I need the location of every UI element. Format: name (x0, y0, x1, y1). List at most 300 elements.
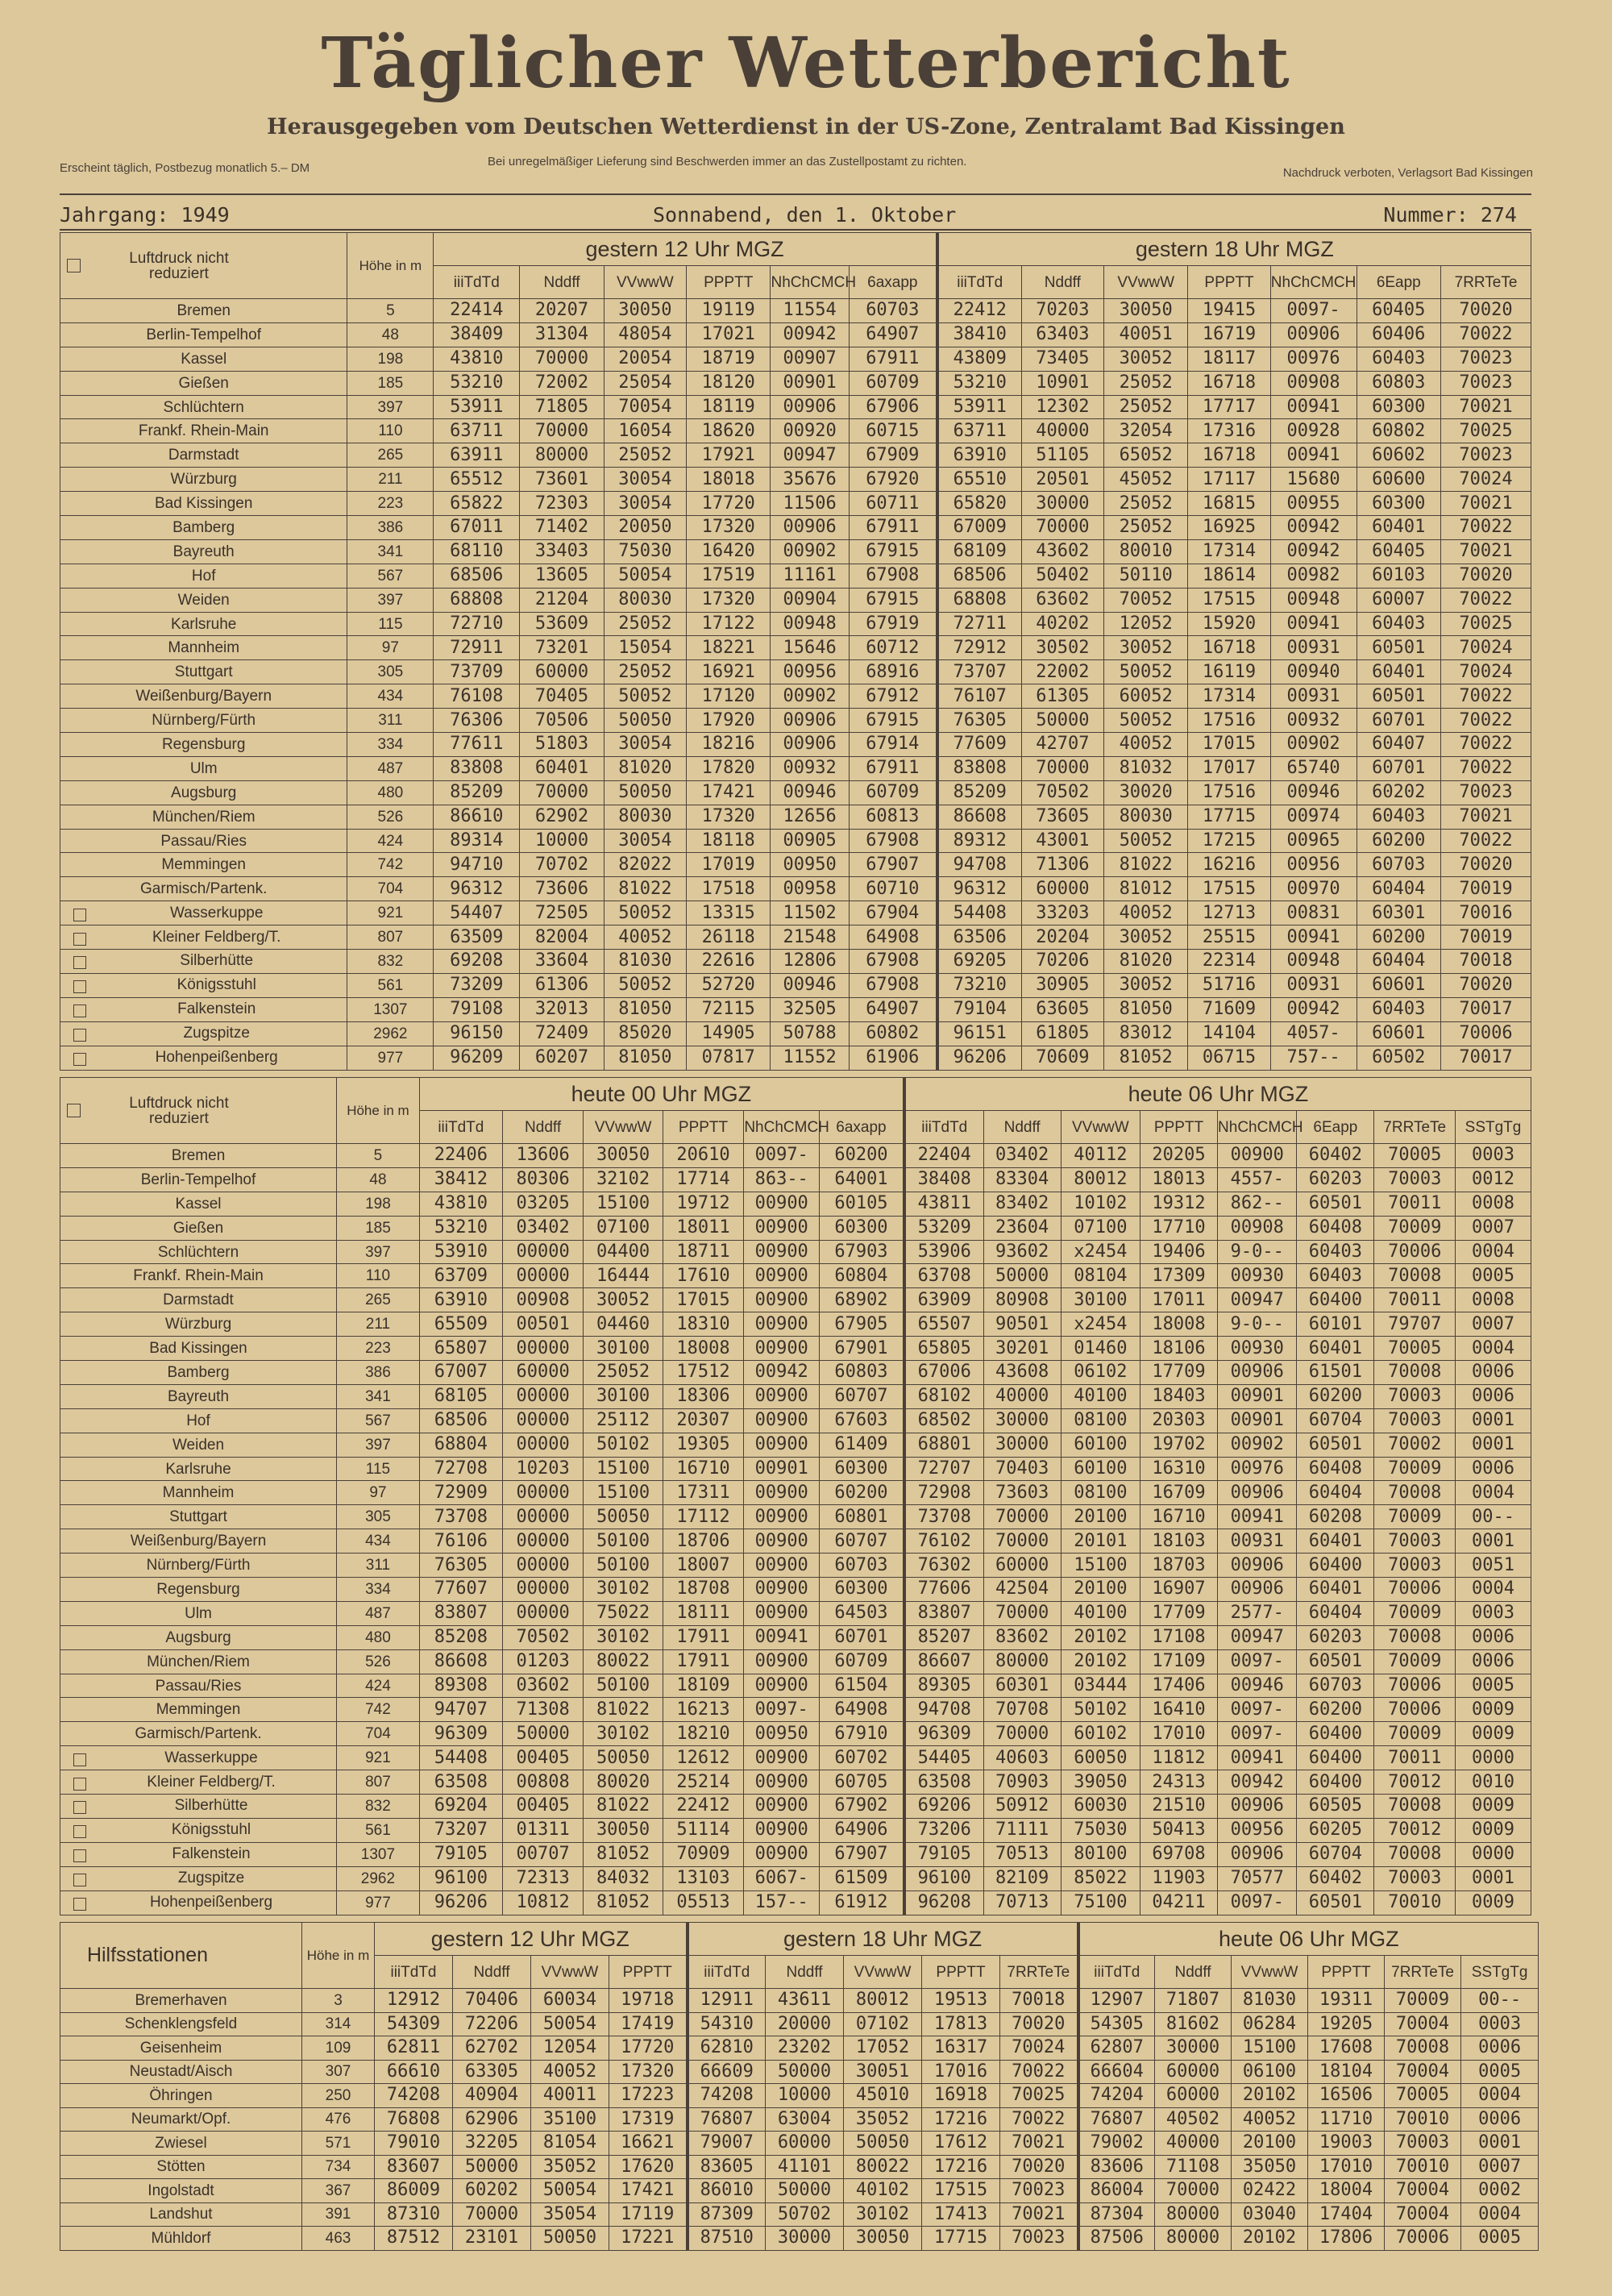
station-name-label: Kassel (175, 1195, 222, 1212)
observation-code: 12911 (688, 1989, 766, 2013)
observation-code: 00900 (744, 1312, 820, 1337)
observation-code: 70025 (1441, 612, 1531, 636)
observation-code: 0005 (1461, 2227, 1539, 2251)
observation-code: 20205 (1140, 1144, 1218, 1168)
observation-code: 18221 (686, 636, 771, 660)
observation-code: 00707 (502, 1842, 584, 1866)
observation-code: 50050 (584, 1505, 663, 1529)
observation-code: 70024 (1441, 468, 1531, 492)
observation-code: 85207 (904, 1625, 983, 1649)
observation-code: 0001 (1456, 1866, 1531, 1890)
observation-code: 30102 (584, 1625, 663, 1649)
station-name-label: Bad Kissingen (154, 495, 253, 513)
observation-code: 25052 (1103, 395, 1188, 419)
observation-code: 77607 (419, 1578, 502, 1602)
observation-code: 67920 (849, 468, 937, 492)
observation-code: 70011 (1374, 1288, 1456, 1312)
column-code-header: 7RRTeTe (1441, 266, 1531, 299)
observation-code: 54309 (375, 2012, 453, 2036)
station-name (60, 371, 347, 395)
observation-code: 00901 (1218, 1408, 1297, 1433)
observation-code: 00405 (502, 1795, 584, 1819)
observation-code: 16718 (1188, 443, 1270, 468)
observation-code: 20054 (604, 347, 686, 371)
observation-code: 50054 (531, 2012, 609, 2036)
observation-code: 73210 (937, 973, 1022, 997)
observation-code: 43810 (434, 347, 520, 371)
observation-code: 67911 (849, 516, 937, 540)
station-name (60, 516, 347, 540)
station-row (60, 877, 1531, 901)
observation-code: 20610 (663, 1144, 744, 1168)
observation-code: 68902 (820, 1288, 904, 1312)
station-height: 704 (347, 877, 434, 901)
observation-code: 83808 (434, 756, 520, 780)
observation-code: 72409 (520, 1021, 604, 1046)
observation-code: 13605 (520, 564, 604, 588)
observation-code: 50000 (766, 2060, 844, 2084)
station-row (60, 2084, 1539, 2108)
station-name-label: Bamberg (167, 1363, 230, 1381)
observation-code: 16918 (922, 2084, 1000, 2108)
observation-code: 63508 (904, 1770, 983, 1795)
station-name (60, 395, 347, 419)
station-name-label: Frankf. Rhein-Main (133, 1267, 264, 1285)
observation-code: 60034 (531, 1989, 609, 2013)
station-height: 367 (302, 2179, 375, 2203)
observation-code: 70206 (1021, 950, 1103, 974)
observation-code: 00000 (502, 1505, 584, 1529)
observation-code: 60601 (1356, 1021, 1441, 1046)
observation-code: 0004 (1461, 2084, 1539, 2108)
observation-code: 80000 (983, 1649, 1061, 1674)
observation-code: 70000 (983, 1505, 1061, 1529)
observation-code: 70708 (983, 1698, 1061, 1722)
observation-code: 61912 (820, 1890, 904, 1915)
station-name (60, 2132, 302, 2156)
observation-code: 60404 (1356, 950, 1441, 974)
station-name-label: Memmingen (156, 1701, 241, 1719)
station-name (60, 973, 347, 997)
observation-code: 35052 (844, 2107, 922, 2132)
station-name (60, 1529, 337, 1554)
observation-code: 50000 (983, 1264, 1061, 1288)
station-name (60, 780, 347, 805)
observation-code: 60208 (1297, 1505, 1374, 1529)
station-name-label: Karlsruhe (165, 1460, 231, 1478)
station-height: 211 (347, 468, 434, 492)
station-name-label: Frankf. Rhein-Main (138, 422, 269, 440)
observation-code: 68110 (434, 539, 520, 564)
observation-code: 70022 (1441, 322, 1531, 347)
observation-code: 70024 (1441, 660, 1531, 684)
station-row (60, 2227, 1539, 2251)
station-name (60, 1457, 337, 1481)
observation-code: 0008 (1456, 1192, 1531, 1216)
observation-code: 81030 (1232, 1989, 1308, 2013)
observation-code: 70005 (1374, 1144, 1456, 1168)
observation-code: 00950 (771, 853, 849, 877)
observation-code: 67603 (820, 1408, 904, 1433)
observation-code: 04400 (584, 1240, 663, 1264)
observation-code: 60701 (1356, 709, 1441, 733)
observation-code: x2454 (1061, 1312, 1140, 1337)
observation-code: 42707 (1021, 733, 1103, 757)
observation-code: 08100 (1061, 1408, 1140, 1433)
station-height: 341 (347, 539, 434, 564)
observation-code: 22406 (419, 1144, 502, 1168)
observation-code: 00904 (771, 588, 849, 612)
observation-code: 40052 (1232, 2107, 1308, 2132)
checkbox-icon (73, 980, 86, 993)
column-code-header: PPPTT (1308, 1956, 1385, 1989)
observation-code: 70020 (1441, 299, 1531, 323)
issue-date: Sonnabend, den 1. Oktober (653, 203, 957, 227)
observation-code: 00000 (502, 1578, 584, 1602)
station-height: 198 (347, 347, 434, 371)
station-row (60, 780, 1531, 805)
observation-code: 50788 (771, 1021, 849, 1046)
observation-code: 79007 (688, 2132, 766, 2156)
station-name (60, 1433, 337, 1457)
observation-code: 74208 (375, 2084, 453, 2108)
observation-code: 0006 (1456, 1361, 1531, 1385)
column-code-header: 6Eapp (1356, 266, 1441, 299)
observation-code: 72206 (453, 2012, 531, 2036)
station-name-label: Geisenheim (139, 2039, 222, 2057)
observation-code: 50912 (983, 1795, 1061, 1819)
observation-code: 08100 (1061, 1481, 1140, 1505)
station-name-label: Bayreuth (167, 1387, 230, 1405)
observation-code: 61306 (520, 973, 604, 997)
observation-code: 71308 (502, 1698, 584, 1722)
station-name-label: Regensburg (161, 735, 246, 753)
observation-code: 30050 (584, 1818, 663, 1842)
observation-code: 96312 (937, 877, 1022, 901)
observation-code: 17421 (686, 780, 771, 805)
station-row (60, 1144, 1531, 1168)
observation-code: 63711 (937, 419, 1022, 443)
observation-code: 20100 (1232, 2132, 1308, 2156)
observation-code: 80022 (844, 2155, 922, 2179)
station-name-label: Mühldorf (151, 2229, 211, 2247)
observation-code: 67910 (820, 1722, 904, 1746)
observation-code: 18109 (663, 1674, 744, 1698)
observation-code: 96150 (434, 1021, 520, 1046)
observation-code: 60601 (1356, 973, 1441, 997)
time-group-header: heute 06 Uhr MGZ (904, 1078, 1531, 1111)
column-code-header: 7RRTeTe (1385, 1956, 1461, 1989)
observation-code: 00965 (1270, 829, 1356, 853)
observation-code: 00942 (744, 1361, 820, 1385)
observation-code: 61906 (849, 1046, 937, 1070)
station-name-label: Augsburg (165, 1628, 231, 1646)
checkbox-icon (73, 1825, 86, 1838)
observation-code: 53910 (419, 1240, 502, 1264)
observation-code: 81052 (1103, 1046, 1188, 1070)
observation-code: 00947 (1218, 1288, 1297, 1312)
station-height: 1307 (337, 1842, 420, 1866)
station-height: 97 (347, 636, 434, 660)
station-name-label: Darmstadt (163, 1292, 234, 1309)
observation-code: 01460 (1061, 1337, 1140, 1361)
observation-code: 70021 (1441, 492, 1531, 516)
observation-code: 0009 (1456, 1698, 1531, 1722)
observation-code: 00900 (744, 1505, 820, 1529)
observation-code: 70003 (1385, 2132, 1461, 2156)
observation-code: 30000 (983, 1433, 1061, 1457)
observation-code: 00942 (1270, 997, 1356, 1021)
observation-code: 2577- (1218, 1601, 1297, 1625)
observation-code: 64908 (820, 1698, 904, 1722)
observation-code: 70903 (983, 1770, 1061, 1795)
observation-code: 70017 (1441, 1046, 1531, 1070)
observation-code: 73707 (937, 660, 1022, 684)
observation-code: 30054 (604, 829, 686, 853)
station-height: 2962 (337, 1866, 420, 1890)
column-code-header: NhChCMCH (1218, 1111, 1297, 1144)
observation-code: 70012 (1374, 1770, 1456, 1795)
station-row (60, 901, 1531, 925)
station-name (60, 1601, 337, 1625)
station-name-label: Königsstuhl (177, 976, 256, 994)
observation-code: 00946 (771, 780, 849, 805)
observation-code: 71609 (1188, 997, 1270, 1021)
observation-code: 67908 (849, 950, 937, 974)
observation-code: 67009 (937, 516, 1022, 540)
observation-code: 81020 (1103, 950, 1188, 974)
observation-code: 50050 (844, 2132, 922, 2156)
observation-code: 86004 (1078, 2179, 1155, 2203)
station-name (60, 2179, 302, 2203)
observation-code: 83012 (1103, 1021, 1188, 1046)
observation-code: 00906 (1218, 1842, 1297, 1866)
observation-code: 00948 (1270, 588, 1356, 612)
observation-code: 70002 (1374, 1433, 1456, 1457)
observation-code: 60404 (1356, 877, 1441, 901)
observation-code: 60501 (1356, 636, 1441, 660)
observation-code: 38412 (419, 1167, 502, 1192)
observation-code: 19415 (1188, 299, 1270, 323)
observation-code: 71306 (1021, 853, 1103, 877)
observation-code: 76305 (419, 1554, 502, 1578)
observation-code: 0006 (1456, 1649, 1531, 1674)
observation-code: 53210 (434, 371, 520, 395)
station-height: 5 (337, 1144, 420, 1168)
observation-code: 70023 (1441, 780, 1531, 805)
observation-code: 79105 (419, 1842, 502, 1866)
station-name-label: Karlsruhe (171, 615, 237, 633)
observation-code: 00948 (1270, 950, 1356, 974)
observation-code: 60501 (1297, 1192, 1374, 1216)
observation-code: 50052 (604, 684, 686, 709)
observation-code: 70012 (1374, 1818, 1456, 1842)
column-code-header: VVwwW (584, 1111, 663, 1144)
observation-code: 54305 (1078, 2012, 1155, 2036)
observation-code: 00956 (771, 660, 849, 684)
observation-code: 17720 (609, 2036, 688, 2061)
observation-code: 00946 (1270, 780, 1356, 805)
observation-code: 67915 (849, 709, 937, 733)
observation-code: 18708 (663, 1578, 744, 1602)
observation-code: 17709 (1140, 1601, 1218, 1625)
observation-code: 862-- (1218, 1192, 1297, 1216)
observation-code: 10812 (502, 1890, 584, 1915)
observation-code: 96100 (419, 1866, 502, 1890)
column-code-header: Nddff (983, 1111, 1061, 1144)
station-height: 2962 (347, 1021, 434, 1046)
observation-code: 40904 (453, 2084, 531, 2108)
observation-code: 70005 (1374, 1337, 1456, 1361)
station-row (60, 516, 1531, 540)
observation-code: 80010 (1103, 539, 1188, 564)
column-code-header: VVwwW (1103, 266, 1188, 299)
station-row (60, 1312, 1531, 1337)
observation-code: 863-- (744, 1167, 820, 1192)
observation-code: 0006 (1461, 2036, 1539, 2061)
station-height: 307 (302, 2060, 375, 2084)
observation-code: 76107 (937, 684, 1022, 709)
observation-code: 15054 (604, 636, 686, 660)
observation-code: 18120 (686, 371, 771, 395)
observation-code: 70004 (1385, 2202, 1461, 2227)
observation-code: 40603 (983, 1746, 1061, 1770)
observation-code: 19311 (1308, 1989, 1385, 2013)
observation-code: 70008 (1385, 2036, 1461, 2061)
observation-code: 13103 (663, 1866, 744, 1890)
station-name-label: Bremen (171, 1146, 226, 1164)
observation-code: 85209 (434, 780, 520, 805)
station-name (60, 2202, 302, 2227)
observation-code: 43611 (766, 1989, 844, 2013)
observation-code: 00900 (744, 1554, 820, 1578)
observation-code: 86610 (434, 805, 520, 829)
observation-code: 17421 (609, 2179, 688, 2203)
observation-code: 70023 (1441, 371, 1531, 395)
observation-code: 10000 (520, 829, 604, 853)
observation-code: 77606 (904, 1578, 983, 1602)
observation-code: 67905 (820, 1312, 904, 1337)
observation-code: 00941 (1218, 1746, 1297, 1770)
observation-code: 20204 (1021, 925, 1103, 950)
station-height: 115 (337, 1457, 420, 1481)
station-name-label: Stuttgart (174, 663, 233, 681)
observation-code: 21204 (520, 588, 604, 612)
observation-code: 25052 (604, 660, 686, 684)
observation-code: 81022 (604, 877, 686, 901)
observation-code: 17620 (609, 2155, 688, 2179)
observation-code: 00900 (744, 1674, 820, 1698)
observation-code: 70025 (1000, 2084, 1078, 2108)
observation-code: 75022 (584, 1601, 663, 1625)
observation-code: 96206 (419, 1890, 502, 1915)
observation-code: 17122 (686, 612, 771, 636)
observation-code: 00941 (1270, 395, 1356, 419)
column-code-header: SSTgTg (1456, 1111, 1531, 1144)
observation-code: 17820 (686, 756, 771, 780)
station-row (60, 636, 1531, 660)
observation-code: 60803 (820, 1361, 904, 1385)
observation-code: 00920 (771, 419, 849, 443)
observation-code: 60701 (1356, 756, 1441, 780)
station-name (60, 1795, 337, 1819)
observation-code: 60202 (453, 2179, 531, 2203)
observation-code: 00907 (771, 347, 849, 371)
observation-code: 60102 (1061, 1722, 1140, 1746)
observation-code: 18711 (663, 1240, 744, 1264)
observation-code: 0001 (1456, 1408, 1531, 1433)
observation-code: 30051 (844, 2060, 922, 2084)
station-name (60, 1818, 337, 1842)
station-name-label: Bayreuth (172, 543, 235, 560)
station-height: 526 (337, 1649, 420, 1674)
observation-code: 0008 (1456, 1288, 1531, 1312)
observation-code: 30201 (983, 1337, 1061, 1361)
observation-code: 20050 (604, 516, 686, 540)
observation-code: 60703 (849, 299, 937, 323)
observation-code: 00956 (1218, 1818, 1297, 1842)
observation-code: 65509 (419, 1312, 502, 1337)
observation-code: 40052 (604, 925, 686, 950)
observation-code: 60300 (1356, 492, 1441, 516)
station-height: 305 (337, 1505, 420, 1529)
observation-code: 12054 (531, 2036, 609, 2061)
station-name-label: Regensburg (156, 1580, 240, 1598)
observation-code: 70009 (1385, 1989, 1461, 2013)
observation-code: 67909 (849, 443, 937, 468)
observation-code: 25214 (663, 1770, 744, 1795)
observation-code: 00931 (1270, 636, 1356, 660)
station-name (60, 877, 347, 901)
station-name (60, 997, 347, 1021)
observation-code: 62811 (375, 2036, 453, 2061)
observation-code: 70702 (520, 853, 604, 877)
observation-code: 17216 (922, 2155, 1000, 2179)
observation-code: 40100 (1061, 1384, 1140, 1408)
station-name (60, 1698, 337, 1722)
station-name-label: Wasserkuppe (169, 904, 264, 921)
observation-code: 68801 (904, 1433, 983, 1457)
observation-code: 06715 (1188, 1046, 1270, 1070)
observation-code: 12052 (1103, 612, 1188, 636)
station-height: 391 (302, 2202, 375, 2227)
station-height: 734 (302, 2155, 375, 2179)
observation-code: 81022 (1103, 853, 1188, 877)
observation-code: 60052 (1103, 684, 1188, 709)
observation-code: 73606 (520, 877, 604, 901)
station-row (60, 564, 1531, 588)
station-height: 487 (347, 756, 434, 780)
observation-code: 60701 (820, 1625, 904, 1649)
observation-code: 16216 (1188, 853, 1270, 877)
observation-code: 9-0-- (1218, 1240, 1297, 1264)
station-name-label: Gießen (172, 1219, 224, 1237)
observation-code: 18306 (663, 1384, 744, 1408)
observation-code: 0010 (1456, 1770, 1531, 1795)
observation-code: 73603 (983, 1481, 1061, 1505)
time-group-header: heute 06 Uhr MGZ (1078, 1923, 1539, 1956)
observation-code: 70025 (1441, 419, 1531, 443)
observation-code: 0009 (1456, 1890, 1531, 1915)
station-row (60, 1818, 1531, 1842)
observation-code: 18018 (686, 468, 771, 492)
observation-code: 72908 (904, 1481, 983, 1505)
station-name (60, 1578, 337, 1602)
observation-code: 17515 (1188, 588, 1270, 612)
observation-code: 25052 (604, 443, 686, 468)
observation-code: 18210 (663, 1722, 744, 1746)
observation-code: 54405 (904, 1746, 983, 1770)
